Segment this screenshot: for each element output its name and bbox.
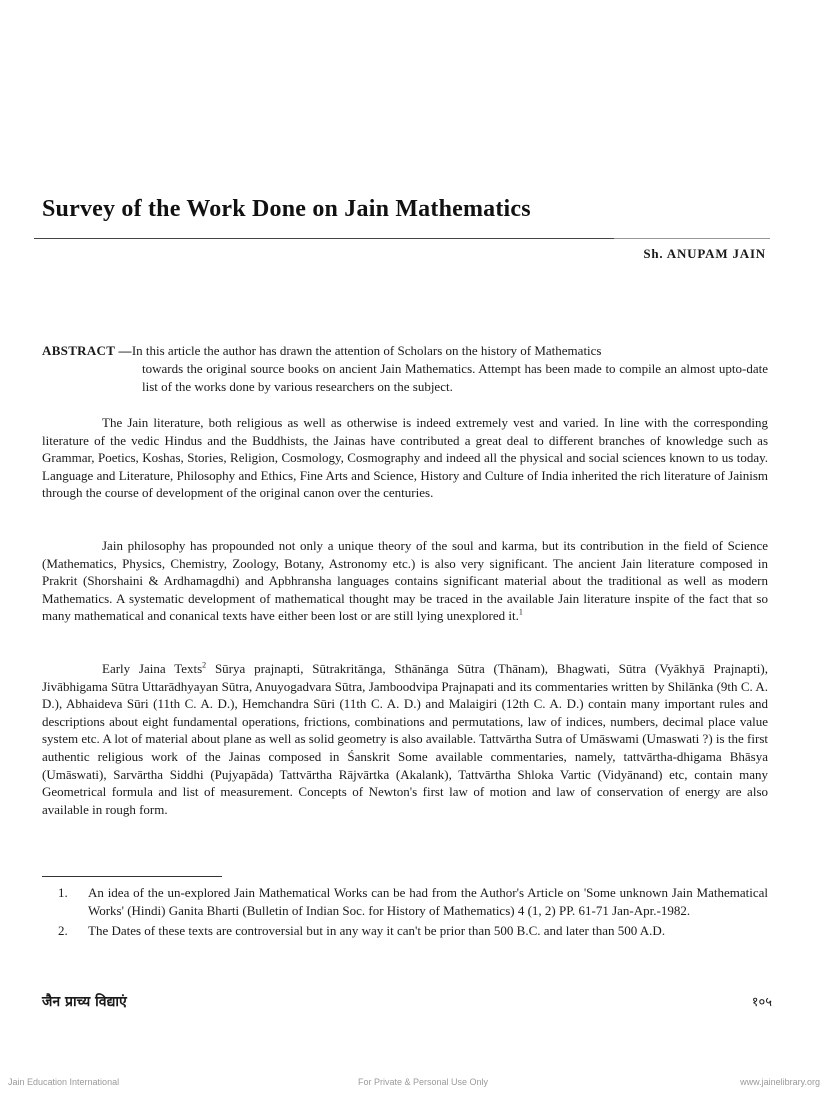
paragraph-2-text: Jain philosophy has propounded not only a unique theory of the soul and karma, but its contribution in the field of Science (Mathematics, Physics, Chemistry, Zoology, Botany, Astronomy etc.) is also very significant. The ancient Jain literature composed in Prakrit (Shorshaini & Ardhamagdhi) and Apbhransha languages contains significant material about the traditional as well as modern Mathematics. A systematic development of mathematical thought may be traced in the available Jain literature inspite of the fact that so many mathematical and conanical texts have either been lost or are still lying unexplored it. <box>42 538 768 624</box>
paragraph-3-text: Sūrya prajnapti, Sūtrakritānga, Sthānānga Sūtra (Thānam), Bhagwati, Sūtra (Vyākhyā Prajnapti), Jivābhigama Sūtra Uttarādhyayan Sūtra, Anuyogadvara Sūtra, Jamboodvipa Prajnapati and its commentaries written by Shilānka (9th C. A. D.), Abhaideva Sūri (11th C. A. D.), Hemchandra Sūri (11th C. A. D.) and Malaigiri (12th C. A. D.) contain many important rules and descriptions about eight fundamental operations, frictions, combinations and permutations, law of indices, numbers, decimal place value system etc. A lot of material about plane as well as solid geometry is also available. Tattvārtha Sutra of Umāswami (Umaswati ?) is the first authentic religious work of the Jainas composed in Śanskrit Some available commentaries, namely, tattvārtha-dhigama Bhāsya (Umāswati), Sarvārtha Siddhi (Pujyapāda) Tattvārtha Rājvārtka (Akalank), Tattvārtha Shloka Vartic (Vidyānand) etc, contain many Geometrical formula and list of measurement. Concepts of Newton's first law of motion and law of conservation of energy are also available in rough form. <box>42 661 768 817</box>
paragraph-1-text: The Jain literature, both religious as well as otherwise is indeed extremely vest and varied. In line with the corresponding literature of the vedic Hindus and the Buddhists, the Jainas have contributed a great deal to different branches of knowledge such as Grammar, Poetics, Koshas, Stories, Religion, Cosmology, Cosmography and indeed all the physical and social sciences known to us today. Language and Literature, Philosophy and Ethics, Fine Arts and Science, History and Culture of India inherited the rich literature of Jainism through the course of development of the original canon over the centuries. <box>42 415 768 501</box>
paragraph-2 <box>42 537 768 625</box>
footnote-number: 1. <box>58 885 68 900</box>
page-number: १०५ <box>751 995 772 1010</box>
paragraph-3 <box>42 660 768 818</box>
footnote-text: The Dates of these texts are controversial but in any way it can't be prior than 500 B.C. and later than 500 A.D. <box>88 923 666 938</box>
footnote-rule <box>42 876 222 877</box>
abstract-first-line: In this article the author has drawn the attention of Scholars on the history of Mathematics <box>131 343 602 358</box>
footnote-list <box>58 884 768 943</box>
footnote-text: An idea of the un-explored Jain Mathematical Works can be had from the Author's Article on 'Some unknown Jain Mathematical Works' (Hindi) Ganita Bharti (Bulletin of Indian Soc. for History of Mathematics) 4 (1, 2) PP. 61-71 Jan-Apr.-1982. <box>88 885 768 918</box>
article-title: Survey of the Work Done on Jain Mathematics <box>42 196 531 222</box>
footnote-item <box>58 922 768 940</box>
watermark-center: For Private & Personal Use Only <box>358 1077 489 1087</box>
journal-footer-hindi: जैन प्राच्य विद्याएं <box>42 994 127 1010</box>
footnote-item <box>58 884 768 919</box>
title-rule <box>34 238 614 239</box>
title-rule-extension <box>614 238 770 239</box>
abstract-label: ABSTRACT — <box>42 343 132 358</box>
paragraph-1 <box>42 414 768 502</box>
paragraph-3-lead: Early Jaina Texts <box>102 661 203 676</box>
footnote-ref-1[interactable]: 1 <box>518 608 523 618</box>
footnote-number: 2. <box>58 923 68 938</box>
author-name: Sh. ANUPAM JAIN <box>643 246 766 261</box>
abstract <box>42 342 768 396</box>
watermark-left: Jain Education International <box>8 1077 120 1087</box>
abstract-body: towards the original source books on ancient Jain Mathematics. Attempt has been made to compile an almost upto-date list of the works done by various researchers on the subject. <box>142 361 768 394</box>
watermark-right[interactable]: www.jainelibrary.org <box>740 1077 820 1087</box>
footnote-ref-2[interactable]: 2 <box>202 660 207 670</box>
